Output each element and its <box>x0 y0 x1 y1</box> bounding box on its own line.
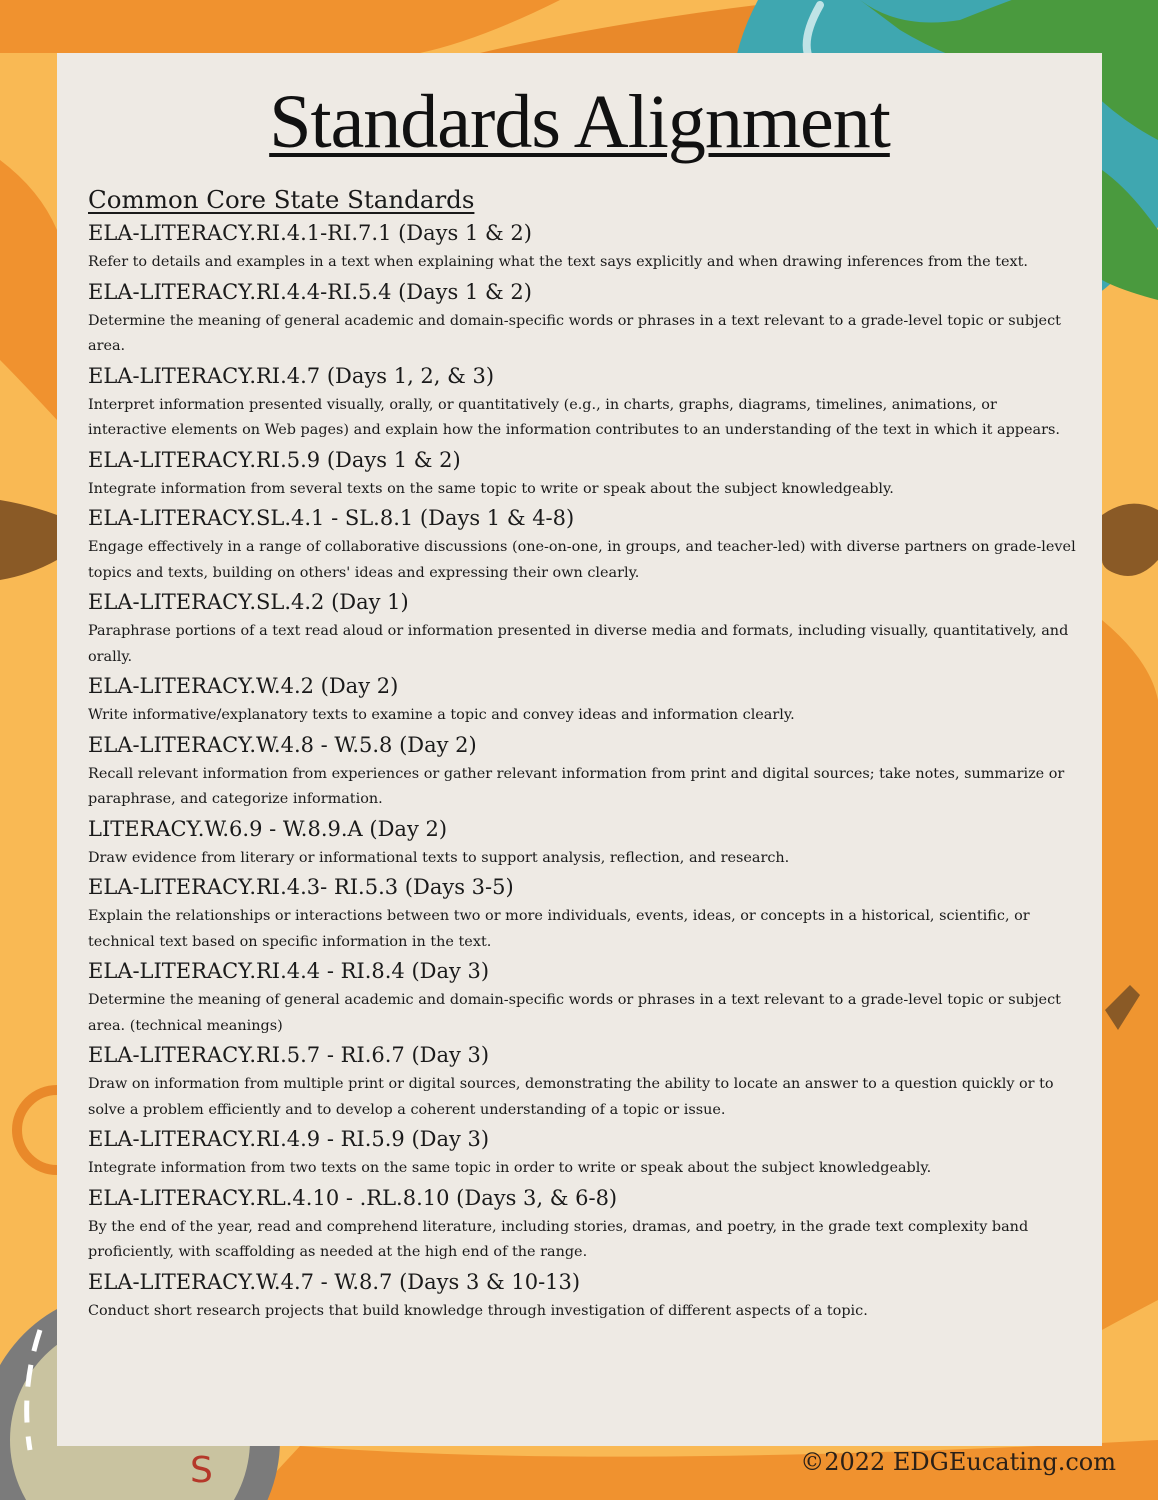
standard-description: Recall relevant information from experiences or gather relevant information from print and digital sources; take notes, summarize or paraphrase, and categorize information. <box>88 765 1065 807</box>
standard-code: LITERACY.W.6.9 - W.8.9.A (Day 2) <box>88 816 448 841</box>
section-heading: Common Core State Standards <box>88 185 475 214</box>
standard-item <box>88 1041 1102 1123</box>
standard-item <box>88 278 1102 360</box>
standard-item <box>88 672 1102 729</box>
standard-code: ELA-LITERACY.RI.4.3- RI.5.3 (Days 3-5) <box>88 875 514 899</box>
standard-item <box>88 362 1102 444</box>
standard-item <box>88 588 1102 670</box>
standard-item <box>88 1184 1102 1266</box>
standard-code: ELA-LITERACY.RI.4.4-RI.5.4 (Days 1 & 2) <box>88 279 532 304</box>
brown-splash-right <box>1102 504 1158 576</box>
standard-item <box>88 1268 1102 1325</box>
standard-code: ELA-LITERACY.RI.4.9 - RI.5.9 (Day 3) <box>88 1127 490 1151</box>
standard-item <box>88 219 1102 276</box>
standard-description: Integrate information from several texts on the same topic to write or speak about the subject knowledgeably. <box>88 480 894 497</box>
standard-item <box>88 731 1102 813</box>
page-title: Standards Alignment <box>269 80 890 164</box>
orange-swoosh-right <box>1102 620 1158 1330</box>
standard-item <box>88 1125 1102 1182</box>
standard-description: Integrate information from two texts on the same topic in order to write or speak about the subject knowledgeably. <box>88 1160 932 1176</box>
standard-description: By the end of the year, read and comprehend literature, including stories, dramas, and poetry, in the grade text complexity band proficiently, with scaffolding as needed at the high end of the range. <box>88 1218 1029 1260</box>
standard-code: ELA-LITERACY.RI.4.1-RI.7.1 (Days 1 & 2) <box>88 221 532 245</box>
standard-item <box>88 957 1102 1039</box>
standard-item <box>88 815 1102 872</box>
standard-code: ELA-LITERACY.SL.4.1 - SL.8.1 (Days 1 & 4-8) <box>88 506 575 530</box>
standard-description: Explain the relationships or interactions between two or more individuals, events, ideas, or concepts in a historical, scientific, or technical text based on specific information in the text. <box>88 908 1030 950</box>
copyright-footer: ©2022 EDGEucating.com <box>800 1448 1116 1476</box>
standard-code: ELA-LITERACY.W.4.8 - W.5.8 (Day 2) <box>88 732 477 757</box>
standard-code: ELA-LITERACY.W.4.2 (Day 2) <box>88 674 399 698</box>
standard-code: ELA-LITERACY.RL.4.10 - .RL.8.10 (Days 3, & 6-8) <box>88 1185 618 1210</box>
standard-description: Refer to details and examples in a text when explaining what the text says explicitly and when drawing inferences from the text. <box>88 254 1029 270</box>
standards-list <box>88 219 1102 1324</box>
standard-description: Write informative/explanatory texts to examine a topic and convey ideas and information clearly. <box>88 707 795 723</box>
orange-swoosh-top <box>0 0 560 53</box>
standard-item <box>88 446 1102 503</box>
standard-description: Determine the meaning of general academic and domain-specific words or phrases in a text relevant to a grade-level topic or subject area. <box>88 312 1061 354</box>
standard-code: ELA-LITERACY.W.4.7 - W.8.7 (Days 3 & 10-13) <box>88 1269 581 1294</box>
standard-code: ELA-LITERACY.RI.5.7 - RI.6.7 (Day 3) <box>88 1043 490 1067</box>
standard-code: ELA-LITERACY.SL.4.2 (Day 1) <box>88 590 409 614</box>
standard-description: Interpret information presented visually, orally, or quantitatively (e.g., in charts, graphs, diagrams, timelines, animations, or interactive elements on Web pages) and explain how the information contributes to an understanding of the text in which it appears. <box>88 396 1060 438</box>
standard-description: Conduct short research projects that build knowledge through investigation of different aspects of a topic. <box>88 1302 868 1319</box>
standard-description: Engage effectively in a range of collaborative discussions (one-on-one, in groups, and teacher-led) with diverse partners on grade-level topics and texts, building on others' ideas and expressing their own clearly. <box>88 539 1076 581</box>
standard-item <box>88 504 1102 586</box>
standard-code: ELA-LITERACY.RI.5.9 (Days 1 & 2) <box>88 447 461 472</box>
standard-code: ELA-LITERACY.RI.4.4 - RI.8.4 (Day 3) <box>88 959 490 983</box>
compass-letter: S <box>190 1450 213 1491</box>
standard-description: Draw evidence from literary or informational texts to support analysis, reflection, and research. <box>88 849 790 866</box>
standard-code: ELA-LITERACY.RI.4.7 (Days 1, 2, & 3) <box>88 363 495 388</box>
brown-splash-left <box>0 500 57 580</box>
standard-description: Draw on information from multiple print or digital sources, demonstrating the ability to locate an answer to a question quickly or to solve a problem efficiently and to develop a coherent understanding of a topic or issue. <box>88 1076 1054 1118</box>
orange-swoosh-left <box>0 160 57 420</box>
standards-panel <box>57 53 1102 1446</box>
standard-description: Paraphrase portions of a text read aloud or information presented in diverse media and formats, including visually, quantitatively, and orally. <box>88 623 1069 665</box>
standard-item <box>88 873 1102 955</box>
standard-description: Determine the meaning of general academic and domain-specific words or phrases in a text relevant to a grade-level topic or subject area. (technical meanings) <box>88 992 1061 1034</box>
